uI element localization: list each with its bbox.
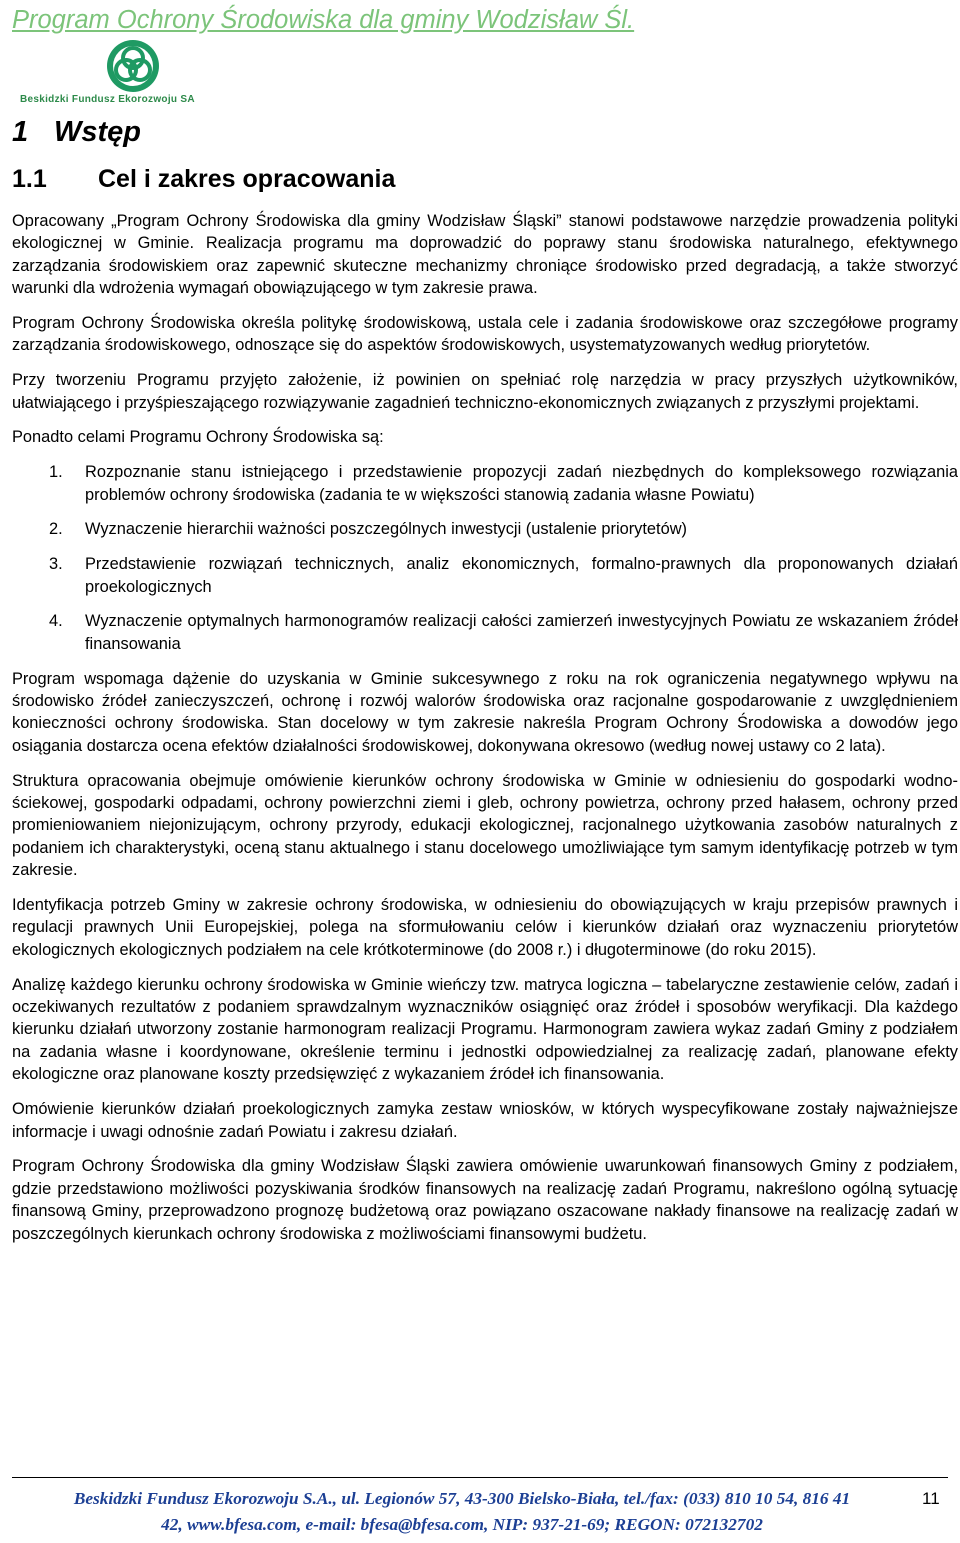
- paragraph: Program wspomaga dążenie do uzyskania w Gminie sukcesywnego z roku na rok ograniczenia negatywnego wpływu na środowisko źródeł zanieczyszczeń, ochronę i rozwój walorów środowiska oraz racjonalne gospodarowanie z uwzględnieniem konieczności ochrony środowiska. Stan docelowy w tym zakresie nakreśla Program Ochrony Środowiska a dowodów jego osiągania dostarcza ocena efektów działalności środowiskowej, dokonywana okresowo (według nowej ustawy co 2 lata).: [12, 669, 958, 755]
- paragraph: Program Ochrony Środowiska określa politykę środowiskową, ustala cele i zadania środowiskowe oraz szczegółowe programy zarządzania środowiskowego, odnoszące się do aspektów środowiskowych, usystematyzowanych według priorytetów.: [12, 314, 958, 355]
- logo-text: Beskidzki Fundusz Ekorozwoju SA: [20, 94, 195, 105]
- logo-icon: [102, 38, 164, 94]
- list-item: [12, 553, 958, 598]
- subsection-heading: [12, 165, 395, 194]
- paragraph: Program Ochrony Środowiska dla gminy Wodzisław Śląski zawiera omówienie uwarunkowań finansowych Gminy z podziałem, gdzie przedstawiono możliwości pozyskiwania środków finansowych na realizację zadań Programu, nakreślono ogólną sytuację finansową Gminy, przeprowadzono prognozę budżetową oraz powiązano oszacowane nakłady finansowe na realizację zadań w poszczególnych kierunkach ochrony środowiska z możliwościami finansowymi budżetu.: [12, 1157, 958, 1243]
- list-number: 2.: [49, 520, 63, 539]
- list-number: 1.: [49, 463, 63, 482]
- footer-divider: [12, 1477, 948, 1478]
- paragraph: Ponadto celami Programu Ochrony Środowiska są:: [12, 428, 384, 447]
- document-body: [12, 210, 958, 1257]
- list-text: Wyznaczenie optymalnych harmonogramów realizacji całości zamierzeń inwestycyjnych Powiatu ze wskazaniem źródeł finansowania: [85, 612, 958, 653]
- header-title: Program Ochrony Środowiska dla gminy Wodzisław Śl.: [12, 6, 635, 34]
- page-number: 11: [922, 1489, 940, 1508]
- paragraph: Opracowany „Program Ochrony Środowiska dla gminy Wodzisław Śląski” stanowi podstawowe narzędzie prowadzenia polityki ekologicznej w Gminie. Realizacja programu ma doprowadzić do poprawy stanu środowiska naturalnego, efektywnego zarządzania środowiskiem oraz zapewnić skuteczne mechanizmy chroniące środowisko przed degradacją, a także stworzyć warunki dla wdrożenia wymagań obowiązującego w tym zakresie prawa.: [12, 212, 958, 298]
- goals-list: [12, 461, 958, 655]
- footer: [12, 1486, 912, 1538]
- subsection-number: 1.1: [12, 165, 47, 193]
- section-title: Wstęp: [54, 116, 141, 148]
- list-number: 3.: [49, 555, 63, 574]
- paragraph: Struktura opracowania obejmuje omówienie kierunków ochrony środowiska w Gminie w odniesieniu do gospodarki wodno-ściekowej, gospodarki odpadami, ochrony powierzchni ziemi i gleb, ochrony powietrza, ochrony przed hałasem, ochrony przed promieniowaniem niejonizującym, ochrony przyrody, edukacji ekologicznej, racjonalnego użytkowania zasobów naturalnych z podaniem ich charakterystyki, oceną stanu aktualnego i stanu docelowego umożliwiające tym samym identyfikację potrzeb w tym zakresie.: [12, 771, 958, 880]
- list-text: Rozpoznanie stanu istniejącego i przedstawienie propozycji zadań niezbędnych do kompleksowego rozwiązania problemów ochrony środowiska (zadania te w większości stanowią zadania własne Powiatu): [85, 463, 958, 504]
- paragraph: Przy tworzeniu Programu przyjęto założenie, iż powinien on spełniać rolę narzędzia w pracy przyszłych użytkowników, ułatwiającego i przyśpieszającego rozwiązywanie zagadnień techniczno-ekonomicznych związanych z przyszłymi projektami.: [12, 371, 958, 412]
- subsection-title: Cel i zakres opracowania: [98, 165, 396, 193]
- list-item: [12, 461, 958, 506]
- list-text: Wyznaczenie hierarchii ważności poszczególnych inwestycji (ustalenie priorytetów): [85, 520, 688, 539]
- list-text: Przedstawienie rozwiązań technicznych, analiz ekonomicznych, formalno-prawnych dla proponowanych działań proekologicznych: [85, 555, 958, 596]
- section-number: 1: [12, 116, 29, 148]
- paragraph: Omówienie kierunków działań proekologicznych zamyka zestaw wniosków, w których wyspecyfikowane zostały najważniejsze informacje i uwagi odnośnie zadań Powiatu i zakresu działań.: [12, 1100, 958, 1141]
- paragraph: Identyfikacja potrzeb Gminy w zakresie ochrony środowiska, w odniesieniu do obowiązujących w kraju przepisów prawnych i regulacji prawnych Unii Europejskiej, polega na sformułowaniu celów i kierunków działań oraz wyznaczeniu priorytetów ekologicznych ekologicznych podziałem na cele krótkoterminowe (do 2008 r.) i długoterminowe (do roku 2015).: [12, 896, 958, 959]
- list-item: [12, 610, 958, 655]
- list-item: [12, 518, 958, 540]
- paragraph: Analizę każdego kierunku ochrony środowiska w Gminie wieńczy tzw. matryca logiczna – tabelaryczne zestawienie celów, zadań i oczekiwanych rezultatów z podaniem sprawdzalnym wyznaczników osiągnięć oraz źródeł i sposobów weryfikacji. Dla każdego kierunku działań utworzony zostanie harmonogram realizacji Programu. Harmonogram zawiera wykaz zadań Gminy z podziałem na zadania własne i koordynowane, określenie terminu i jednostki odpowiedzialnej za realizację zadań, planowane efekty ekologiczne oraz planowane koszty przedsięwzięć z wykazaniem źródeł ich finansowania.: [12, 975, 958, 1084]
- footer-line-1: Beskidzki Fundusz Ekorozwoju S.A., ul. Legionów 57, 43-300 Bielsko-Biała, tel./fax: (033) 810 10 54, 816 41: [73, 1489, 851, 1508]
- footer-line-2: 42, www.bfesa.com, e-mail: bfesa@bfesa.com, NIP: 937-21-69; REGON: 072132702: [161, 1515, 763, 1534]
- logo: [20, 38, 250, 110]
- list-number: 4.: [49, 612, 63, 631]
- section-heading: [12, 116, 141, 149]
